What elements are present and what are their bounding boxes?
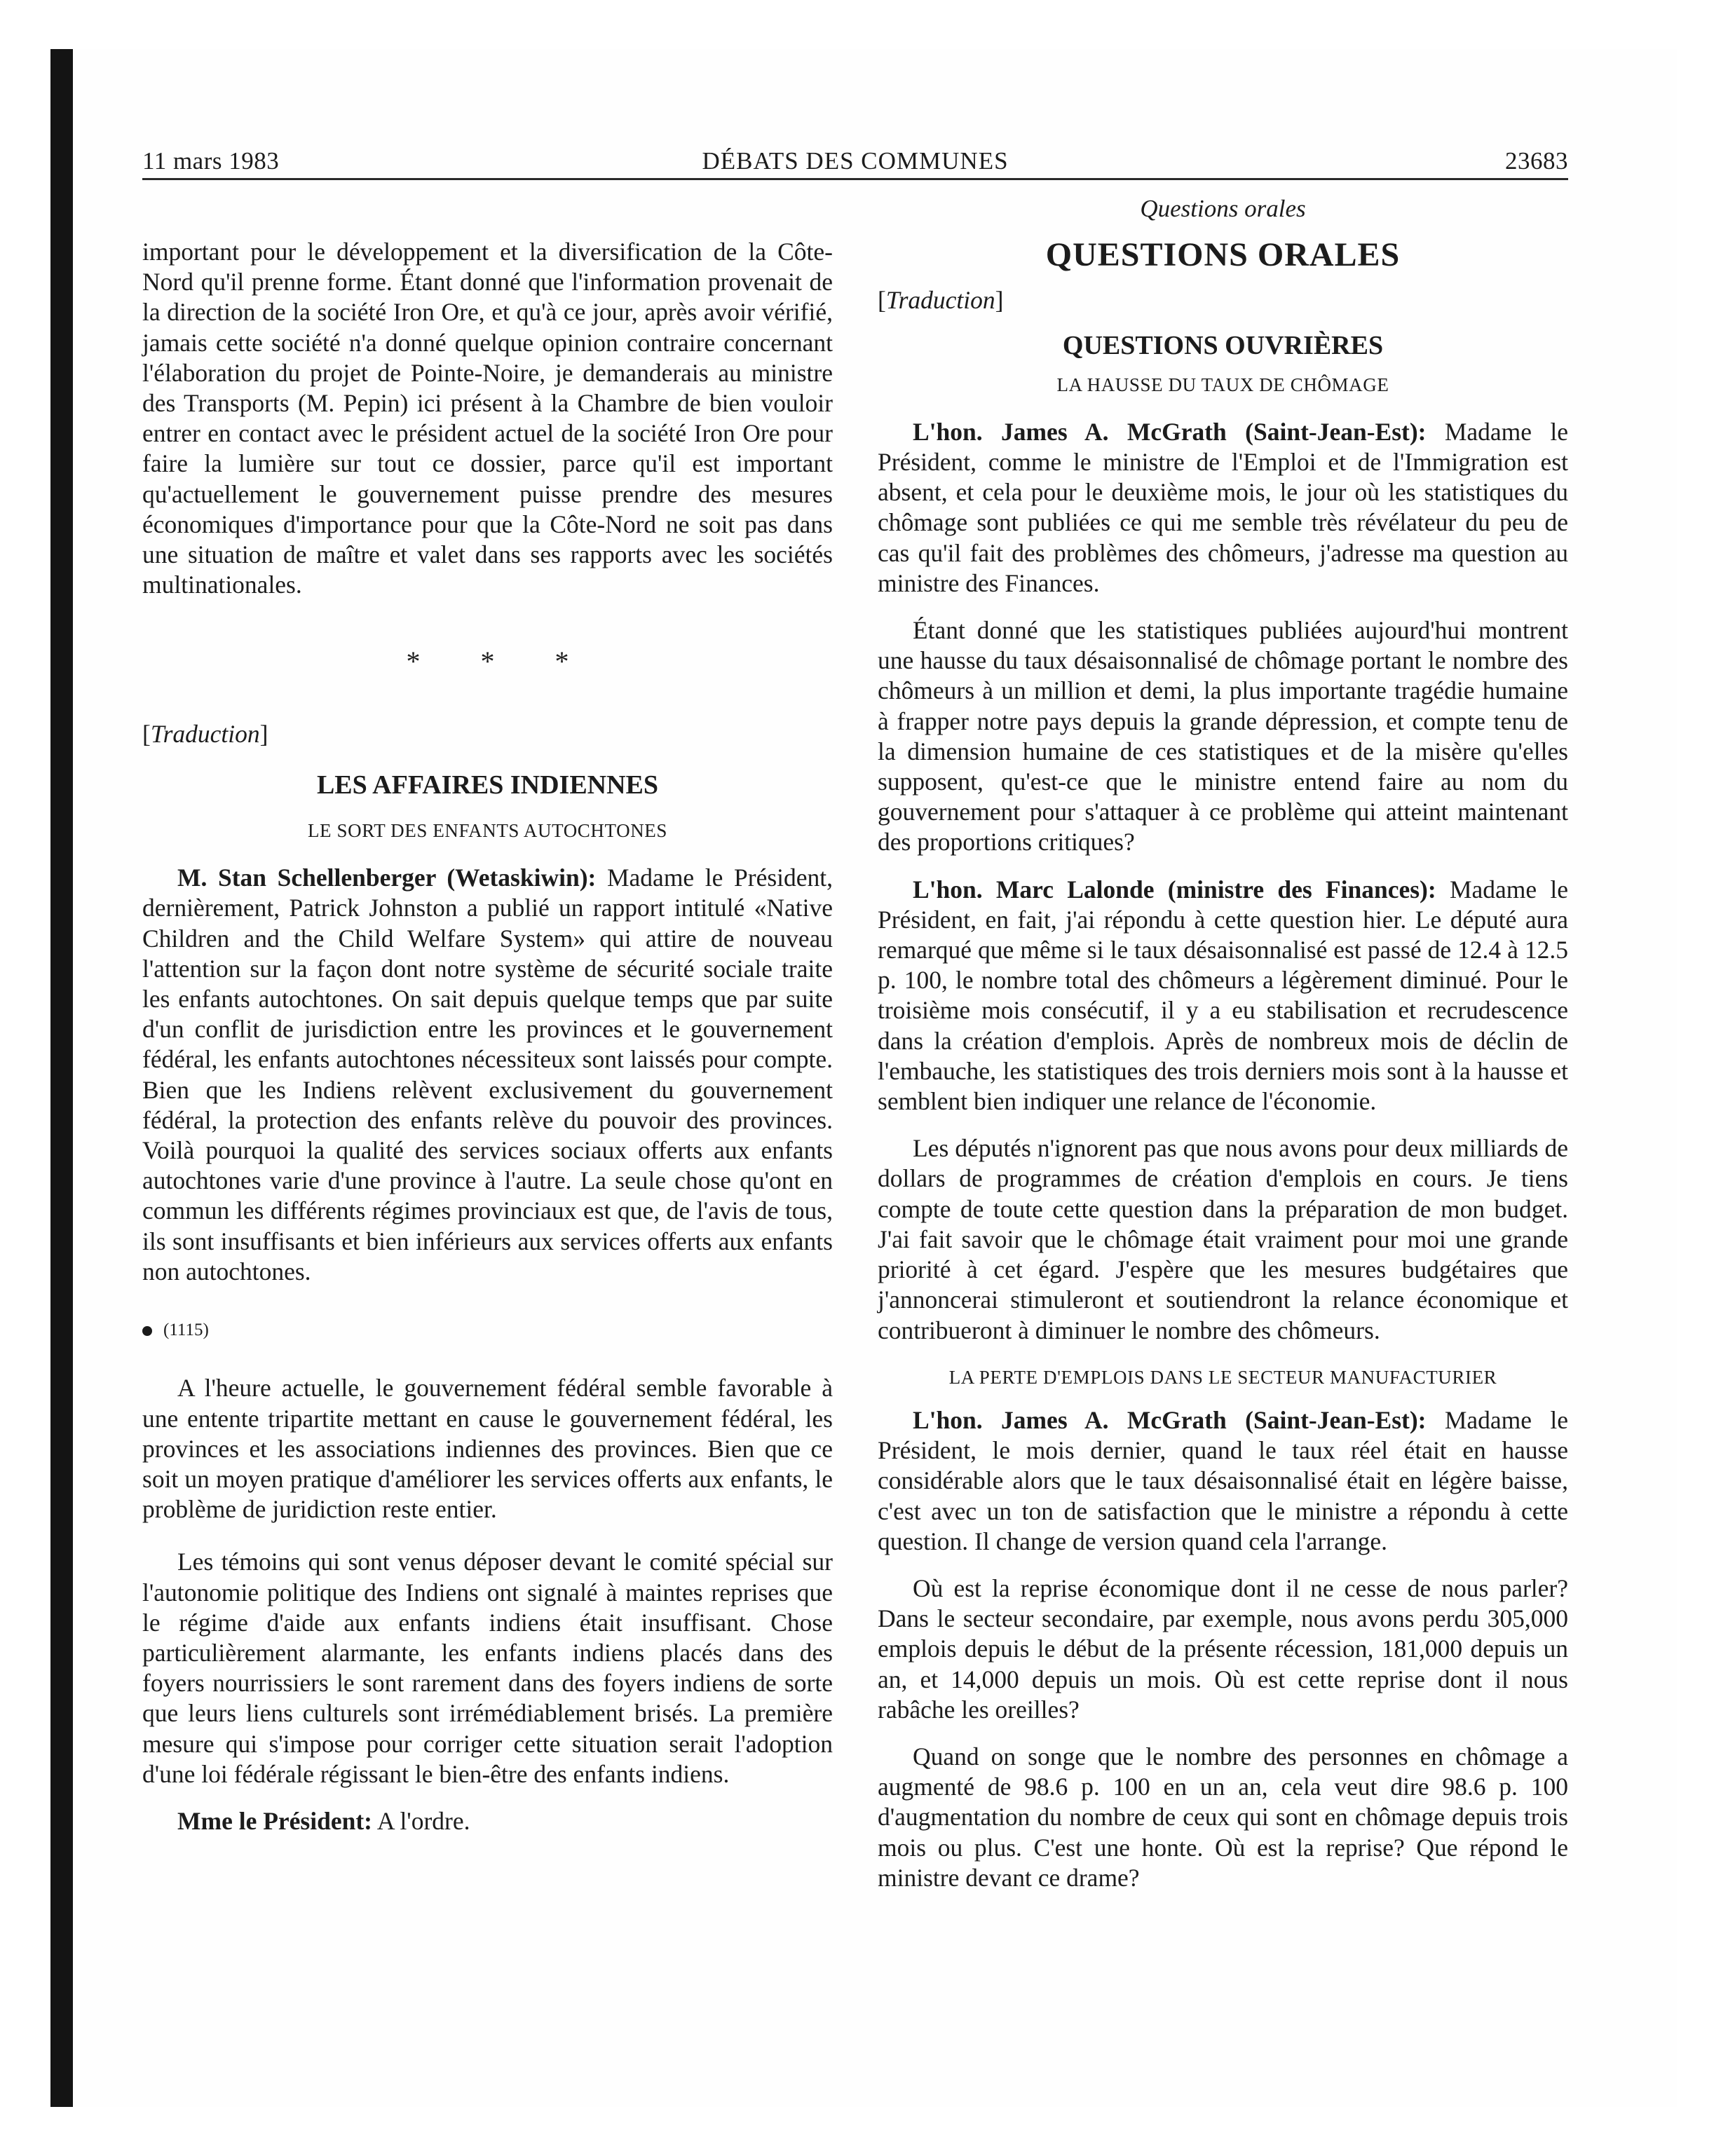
page-header (142, 139, 1568, 179)
speaker-name: L'hon. Marc Lalonde (ministre des Finances): (913, 875, 1436, 903)
main-heading: QUESTIONS ORALES (1045, 236, 1401, 273)
paragraph: Les témoins qui sont venus déposer devant le comité spécial sur l'autonomie politique des Indiens ont signalé à maintes reprises que le régime d'aide aux enfants indiens était insuffisant. Chose particulièrement alarmante, les enfants indiens placés dans des foyers nourrissiers le sont rarement dans des foyers indiens de sorte que leurs liens culturels sont irrémédiablement brisés. La première mesure qui s'impose pour corriger cette situation serait l'adoption d'une loi fédérale régissant le bien-être des enfants indiens. (142, 1548, 833, 1788)
speech-text: A l'ordre. (376, 1806, 470, 1835)
speech-text: Madame le Président, comme le ministre de l'Emploi et de l'Immigration est absent, et cela pour le deuxième mois, le jour où les statistiques du chômage sont publiées ce qui me semble très révélateur du peu de cas qu'il fait des problèmes des chômeurs, j'adresse ma question au ministre des Finances. (878, 417, 1568, 597)
traduction-text: Traduction (150, 719, 260, 748)
section-separator: * * * (406, 646, 596, 678)
paragraph: important pour le développement et la diversification de la Côte-Nord qu'il prenne forme. Étant donné que l'information provenait de la direction de la société Iron Ore, et qu'à ce jour, après avoir vérifié, jamais cette société n'a donné quelque opinion contraire concernant l'élaboration du projet de Pointe-Noire, je demanderais au ministre des Transports (M. Pepin) ici présent à la Chambre de bien vouloir entrer en contact avec le président actuel de la société Iron Ore pour faire la lumière sur tout ce dossier, parce qu'il est important qu'actuellement le gouvernement puisse prendre des mesures économiques d'importance pour que la Côte-Nord ne soit pas dans une situation de maître et valet dans ses rapports avec les sociétés multinationales. (142, 238, 833, 599)
paragraph: Quand on songe que le nombre des personnes en chômage a augmenté de 98.6 p. 100 en un an, cela veut dire 98.6 p. 100 d'augmentation du nombre de ceux qui sont en chômage depuis trois mois ou plus. C'est une honte. Où est la reprise? Que répond le ministre devant ce drame? (878, 1742, 1568, 1892)
speaker-name: M. Stan Schellenberger (Wetaskiwin): (177, 864, 597, 892)
traduction-label: [Traduction] (142, 719, 268, 748)
traduction-label: [Traduction] (878, 286, 1004, 315)
header-publication: DÉBATS DES COMMUNES (702, 147, 1009, 175)
header-date: 11 mars 1983 (142, 147, 280, 175)
paragraph: A l'heure actuelle, le gouvernement fédéral semble favorable à une entente tripartite mettant en cause le gouvernement fédéral, les provinces et les associations indiennes des provinces. Bien que ce soit un moyen pratique d'améliorer les services offerts aux enfants, le problème de juridiction reste entier. (142, 1374, 833, 1524)
paragraph: Étant donné que les statistiques publiées aujourd'hui montrent une hausse du taux désaisonnalisé de chômage portant le nombre des chômeurs à un million et demi, la plus importante tragédie humaine à frapper notre pays depuis la grande dépression, et compte tenu de la dimension humaine de ces statistiques et de la misère qu'elles supposent, qu'est-ce que le ministre entend faire au nom du gouvernement pour s'attaquer à ce problème qui atteint maintenant des proportions critiques? (878, 616, 1568, 857)
speaker-name: L'hon. James A. McGrath (Saint-Jean-Est): (913, 1405, 1427, 1434)
time-marker-text: (1115) (163, 1321, 209, 1340)
subsection-title: LA HAUSSE DU TAUX DE CHÔMAGE (1056, 374, 1389, 395)
left-column (142, 237, 833, 1836)
running-subtitle: Questions orales (1140, 195, 1306, 222)
speaker-name: Mme le Président: (177, 1806, 372, 1835)
subsection-title: LE SORT DES ENFANTS AUTOCHTONES (307, 820, 668, 842)
section-title: LES AFFAIRES INDIENNES (316, 770, 659, 800)
speech (878, 875, 1568, 1117)
speech-text: Madame le Président, dernièrement, Patrick Johnston a publié un rapport intitulé «Native Children and the Child Welfare System» qui attire de nouveau l'attention sur la façon dont notre système de sécurité sociale traite les enfants autochtones. On sait depuis quelque temps que par suite d'un conflit de jurisdiction entre les provinces et le gouvernement fédéral, les enfants autochtones nécessiteux sont laissés pour compte. Bien que les Indiens relèvent exclusivement du gouvernement fédéral, la protection des enfants relève du pouvoir des provinces. Voilà pourquoi la qualité des services sociaux offerts aux enfants autochtones varie d'une province à l'autre. La seule chose qu'ont en commun les différents régimes provinciaux est que, de l'avis de tous, ils sont insuffisants et bien inférieurs aux services offerts aux enfants non autochtones. (142, 864, 834, 1285)
right-column (878, 236, 1569, 1893)
scan-edge (50, 49, 73, 2107)
page-number: 23683 (1505, 147, 1568, 175)
speech-text: Madame le Président, en fait, j'ai répondu à cette question hier. Le député aura remarqué que même si le taux désaisonnalisé est passé de 12.4 à 12.5 p. 100, le nombre total des chômeurs a légèrement diminué. Pour le troisième mois consécutif, il y a eu stabilisation et recrudescence dans la création d'emplois. Après de nombreux mois de déclin de l'embauche, les statistiques des trois derniers mois sont à la hausse et semblent bien indiquer une relance de l'économie. (878, 875, 1569, 1116)
section-title: QUESTIONS OUVRIÈRES (1062, 331, 1384, 361)
speaker-name: L'hon. James A. McGrath (Saint-Jean-Est): (913, 417, 1427, 446)
paragraph: Les députés n'ignorent pas que nous avons pour deux milliards de dollars de programmes de création d'emplois en cours. Je tiens compte de toute cette question dans la préparation de mon budget. J'ai fait savoir que le chômage était vraiment pour moi une grande priorité à cet égard. J'espère que les mesures budgétaires que j'annoncerai stimuleront et soutiendront la relance économique et contribueront à diminuer le nombre des chômeurs. (878, 1134, 1568, 1344)
header-rule (142, 178, 1568, 180)
speech-text: Madame le Président, le mois dernier, quand le taux réel était en hausse considérable alors que le taux désaisonnalisé était en légère baisse, c'est avec un ton de satisfaction que le ministre a répondu à cette question. Il change de version quand cela l'arrange. (878, 1405, 1568, 1555)
paragraph: Où est la reprise économique dont il ne cesse de nous parler? Dans le secteur secondaire, par exemple, nous avons perdu 305,000 emplois depuis le début de la présente récession, 181,000 depuis un an, et 14,000 depuis un mois. Où est cette reprise dont il nous rabâche les oreilles? (878, 1574, 1568, 1724)
speech (878, 1405, 1568, 1557)
speech (878, 417, 1568, 599)
time-marker (142, 1315, 833, 1345)
speech (142, 1806, 833, 1836)
bullet-icon (142, 1326, 152, 1336)
subsection-title: LA PERTE D'EMPLOIS DANS LE SECTEUR MANUFACTURIER (948, 1366, 1497, 1388)
speech (142, 863, 833, 1287)
traduction-text: Traduction (885, 286, 995, 315)
